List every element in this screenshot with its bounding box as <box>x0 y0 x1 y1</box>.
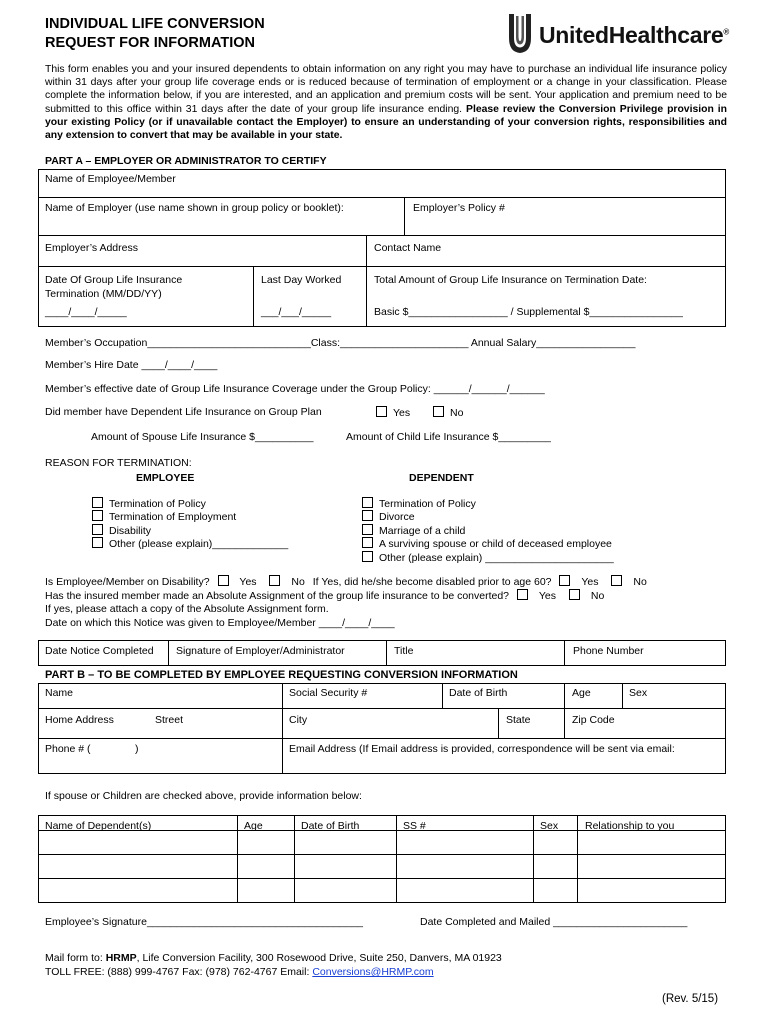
intro-bold-text: Please review the Conversion Privilege provision in your existing Policy (or if unavailable contact the Employer) to ensure an understanding of your conversion rights, responsibilities and any extension to convert that may be available in your state. <box>45 103 728 142</box>
dep-header-sex: Sex <box>540 820 559 832</box>
dep-header-age: Age <box>244 820 263 832</box>
dep-header-name: Name of Dependent(s) <box>45 820 152 832</box>
employee-reason-option[interactable] <box>92 510 236 523</box>
revision-label: (Rev. 5/15) <box>662 993 719 1005</box>
dependent-yes-option[interactable]: Yes <box>376 406 410 419</box>
unitedhealthcare-logo <box>505 12 729 56</box>
assignment-note: If yes, please attach a copy of the Absolute Assignment form. <box>45 603 329 615</box>
intro-text: This form enables you and your insured dependents to obtain information on any right you may have to purchase an individual life insurance policy within 31 days after your group life coverage ends or is reduced because of termination of employment or a change in your classification. Please complete the information below, if you are interested, and an application and premium costs will be sent. Your application and premium need to be submitted to this office within 31 days after the date of your group life insurance ending. <box>45 64 727 115</box>
employee-reason-label: Disability <box>109 524 152 537</box>
assignment-question: Has the insured member made an Absolute Assignment of the group life insurance to be converted? <box>45 590 510 602</box>
spouse-amount-line[interactable]: Amount of Spouse Life Insurance $__________ <box>91 431 314 443</box>
name-field[interactable]: Name <box>45 687 74 699</box>
dependent-reason-option[interactable] <box>362 524 465 537</box>
dependent-reason-option[interactable] <box>362 510 415 523</box>
age-field[interactable]: Age <box>572 687 591 699</box>
last-day-label: Last Day Worked <box>261 274 342 286</box>
street-label: Street <box>155 714 184 726</box>
dependent-reason-option[interactable] <box>362 497 476 510</box>
employer-name-field[interactable]: Name of Employer (use name shown in group policy or booklet): <box>45 202 344 214</box>
dependent-reason-label: A surviving spouse or child of deceased employee <box>379 538 612 551</box>
checkbox[interactable] <box>433 406 444 417</box>
occupation-line[interactable]: Member’s Occupation____________________________Class:______________________ Annual Salary_________________ <box>45 337 636 349</box>
assignment-question-line: Has the insured member made an Absolute Assignment of the group life insurance to be converted? Yes No <box>45 590 605 602</box>
checkbox[interactable] <box>362 551 373 562</box>
title-field[interactable]: Title <box>394 645 414 657</box>
email-field[interactable]: Email Address (If Email address is provided, correspondence will be sent via email: <box>289 743 675 755</box>
email-link[interactable]: Conversions@HRMP.com <box>312 966 434 978</box>
disabled-prior-question: If Yes, did he/she become disabled prior to age 60? <box>312 576 552 588</box>
checkbox[interactable] <box>376 406 387 417</box>
dependent-reason-option[interactable] <box>362 537 612 550</box>
toll-free-info: TOLL FREE: (888) 999-4767 Fax: (978) 762-4767 Email: <box>45 966 310 978</box>
disability-no-checkbox[interactable] <box>269 575 280 586</box>
uhc-u-icon <box>505 12 535 56</box>
checkbox[interactable] <box>92 497 103 508</box>
checkbox[interactable] <box>362 537 373 548</box>
employee-reason-label: Other (please explain)_____________ <box>109 538 289 551</box>
dep-header-dob: Date of Birth <box>301 820 360 832</box>
date-mailed-line[interactable]: Date Completed and Mailed _______________________ <box>420 916 688 928</box>
checkbox[interactable] <box>362 510 373 521</box>
title-line-2: REQUEST FOR INFORMATION <box>45 35 255 51</box>
employee-name-field[interactable]: Name of Employee/Member <box>45 173 176 185</box>
contact-name-field[interactable]: Contact Name <box>374 242 442 254</box>
title-line-1: INDIVIDUAL LIFE CONVERSION <box>45 16 265 32</box>
part-a-heading: PART A – EMPLOYER OR ADMINISTRATOR TO CERTIFY <box>45 155 327 167</box>
notice-date-line[interactable]: Date on which this Notice was given to Employee/Member ____/____/____ <box>45 617 395 629</box>
phone-close-paren: ) <box>135 743 139 755</box>
ssn-field[interactable]: Social Security # <box>289 687 368 699</box>
employee-heading: EMPLOYEE <box>136 472 195 484</box>
disability-yes-checkbox[interactable] <box>218 575 229 586</box>
dep-header-ssn: SS # <box>403 820 426 832</box>
termination-date-field[interactable]: ____/____/_____ <box>45 306 127 318</box>
termination-date-label-2: Termination (MM/DD/YY) <box>45 288 162 300</box>
brand-name: UnitedHealthcare <box>539 22 724 48</box>
last-day-field[interactable]: ___/___/_____ <box>261 306 332 318</box>
checkbox[interactable] <box>92 510 103 521</box>
mail-line <box>45 952 502 964</box>
part-b-heading: PART B – TO BE COMPLETED BY EMPLOYEE REQUESTING CONVERSION INFORMATION <box>45 669 518 681</box>
dependents-note: If spouse or Children are checked above, provide information below: <box>45 790 362 802</box>
mail-address: , Life Conversion Facility, 300 Rosewood Drive, Suite 250, Danvers, MA 01923 <box>136 952 502 964</box>
checkbox[interactable] <box>362 524 373 535</box>
state-field[interactable]: State <box>506 714 531 726</box>
zip-field[interactable]: Zip Code <box>572 714 615 726</box>
city-field[interactable]: City <box>289 714 308 726</box>
checkbox[interactable] <box>92 537 103 548</box>
checkbox[interactable] <box>92 524 103 535</box>
policy-number-field[interactable]: Employer’s Policy # <box>413 202 505 214</box>
prior60-yes-checkbox[interactable] <box>559 575 570 586</box>
employee-signature-line[interactable]: Employee’s Signature_____________________________________ <box>45 916 364 928</box>
effective-date-line[interactable]: Member’s effective date of Group Life Insurance Coverage under the Group Policy: ______/______/______ <box>45 383 545 395</box>
dependent-reason-label: Termination of Policy <box>379 498 476 510</box>
date-notice-field[interactable]: Date Notice Completed <box>45 645 154 657</box>
mail-org: HRMP <box>105 952 137 964</box>
employee-reason-label: Termination of Employment <box>109 511 237 524</box>
dependent-reason-label: Other (please explain) ______________________ <box>379 551 614 564</box>
employee-reason-label: Termination of Policy <box>109 498 206 510</box>
total-amount-label: Total Amount of Group Life Insurance on Termination Date: <box>374 274 647 286</box>
employer-address-field[interactable]: Employer’s Address <box>45 242 138 254</box>
home-address-field[interactable]: Home Address <box>45 714 114 726</box>
disability-question-line: Is Employee/Member on Disability? Yes No If Yes, did he/she become disabled prior to age 60? Yes No <box>45 576 647 588</box>
assignment-no-checkbox[interactable] <box>569 589 580 600</box>
disability-question: Is Employee/Member on Disability? <box>45 576 210 588</box>
intro-paragraph <box>45 63 727 142</box>
dependent-heading: DEPENDENT <box>409 472 474 484</box>
employer-signature-field[interactable]: Signature of Employer/Administrator <box>176 645 345 657</box>
registered-mark: ® <box>723 27 729 37</box>
employee-reason-option[interactable] <box>92 524 151 537</box>
form-title <box>45 15 265 53</box>
employee-reason-option[interactable] <box>92 537 288 550</box>
assignment-yes-checkbox[interactable] <box>517 589 528 600</box>
prior60-no-checkbox[interactable] <box>611 575 622 586</box>
basic-supplemental-field[interactable]: Basic $_________________ / Supplemental $________________ <box>374 306 683 318</box>
phone-field[interactable]: Phone # ( <box>45 743 91 755</box>
phone-number-field[interactable]: Phone Number <box>573 645 644 657</box>
dep-header-relationship: Relationship to you <box>585 820 675 832</box>
dependent-no-option[interactable]: No <box>433 406 463 419</box>
sex-field[interactable]: Sex <box>629 687 648 699</box>
dependent-question: Did member have Dependent Life Insurance on Group Plan <box>45 406 322 418</box>
checkbox[interactable] <box>362 497 373 508</box>
child-amount-line[interactable]: Amount of Child Life Insurance $_________ <box>346 431 551 443</box>
employee-reason-option[interactable] <box>92 497 206 510</box>
mail-label: Mail form to: <box>45 952 103 964</box>
dependent-reason-label: Divorce <box>379 511 415 524</box>
reason-heading: REASON FOR TERMINATION: <box>45 457 192 469</box>
dob-field[interactable]: Date of Birth <box>449 687 508 699</box>
hire-date-line[interactable]: Member’s Hire Date ____/____/____ <box>45 359 218 371</box>
dependent-reason-option[interactable] <box>362 551 614 564</box>
dependent-reason-label: Marriage of a child <box>379 524 466 537</box>
termination-date-label-1: Date Of Group Life Insurance <box>45 274 183 286</box>
contact-line <box>45 966 434 978</box>
